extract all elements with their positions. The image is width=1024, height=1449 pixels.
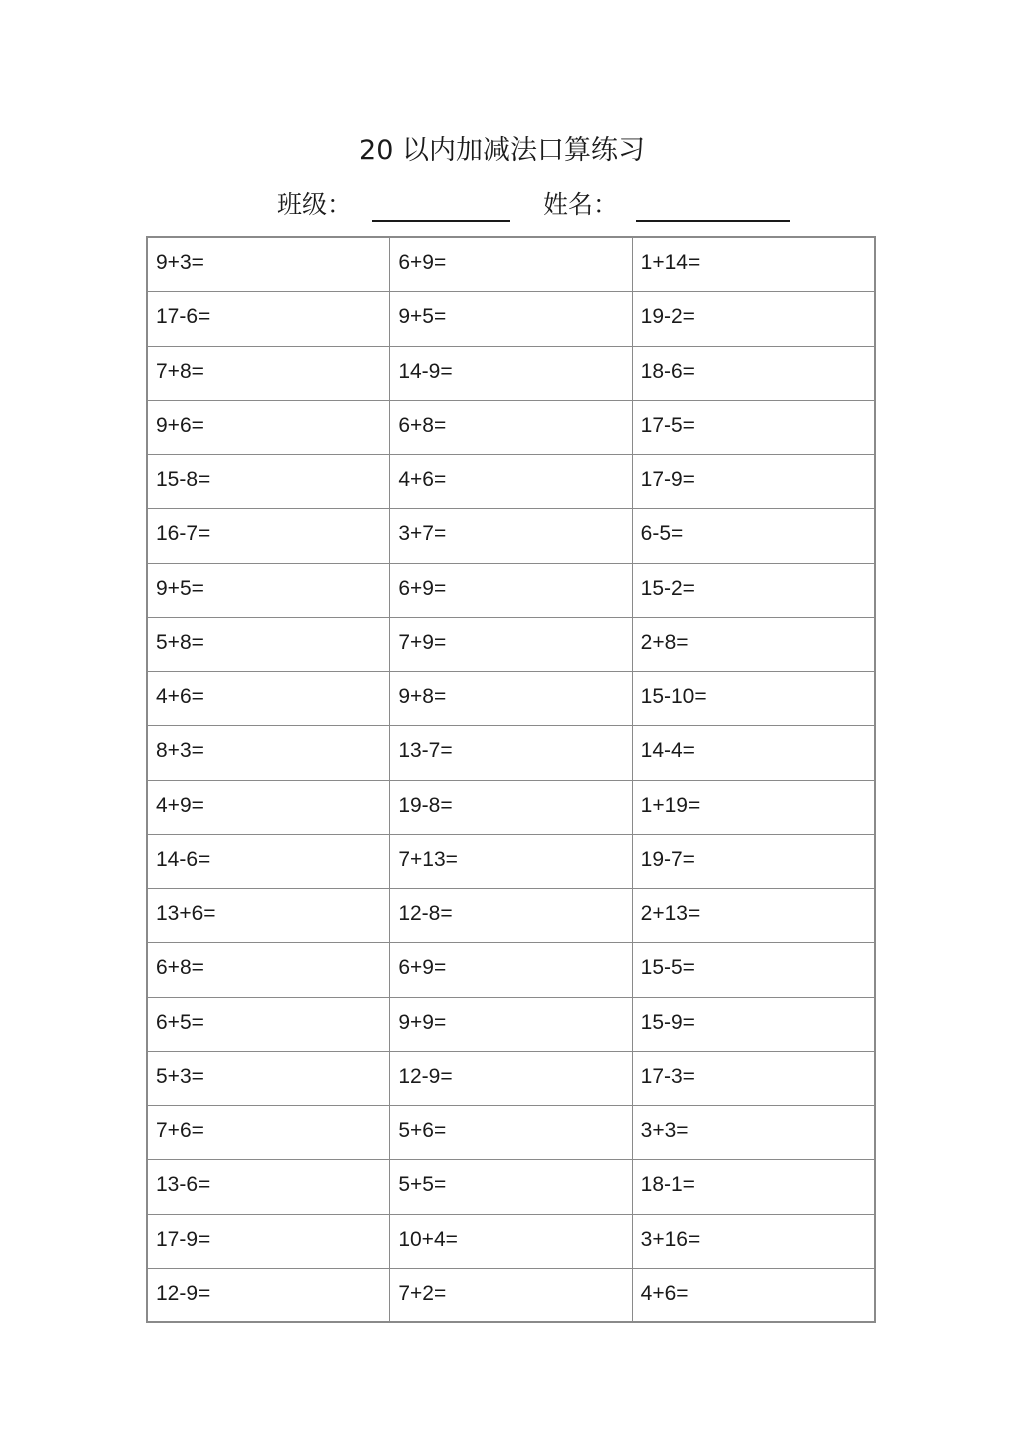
- problem-cell[interactable]: 19-8=: [390, 781, 632, 834]
- name-label: 姓名：: [543, 190, 619, 219]
- problem-cell[interactable]: 4+6=: [640, 1281, 689, 1305]
- problem-row: [148, 1052, 874, 1106]
- problem-row: [148, 835, 874, 889]
- problem-cell[interactable]: 2+8=: [640, 630, 689, 654]
- problem-cell[interactable]: 3+16=: [640, 1227, 701, 1251]
- problem-row: [148, 618, 874, 672]
- problem-cell[interactable]: 2+13=: [640, 902, 701, 925]
- problem-cell[interactable]: 15-9=: [640, 1010, 695, 1034]
- problem-cell[interactable]: 6+5=: [148, 998, 390, 1051]
- problem-cell[interactable]: 1+14=: [640, 251, 701, 274]
- problem-cell[interactable]: 17-3=: [640, 1064, 695, 1088]
- problem-row: [148, 1160, 874, 1214]
- problem-cell[interactable]: 7+13=: [390, 835, 632, 888]
- class-label: 班级：: [277, 190, 353, 219]
- problem-cell[interactable]: 3+7=: [390, 509, 632, 562]
- problem-cell[interactable]: 15-8=: [148, 455, 390, 508]
- problem-row: [148, 1269, 874, 1323]
- problem-cell[interactable]: 19-7=: [640, 847, 695, 871]
- problem-cell[interactable]: 10+4=: [390, 1215, 632, 1268]
- problem-cell[interactable]: 9+8=: [390, 672, 632, 725]
- problem-cell[interactable]: 14-6=: [148, 835, 390, 888]
- problem-row: [148, 509, 874, 563]
- problem-cell[interactable]: 4+6=: [148, 672, 390, 725]
- problem-cell[interactable]: 9+5=: [390, 292, 632, 345]
- class-blank-line[interactable]: [372, 220, 510, 222]
- problem-row: [148, 347, 874, 401]
- problem-cell[interactable]: 6+9=: [390, 564, 632, 617]
- problem-cell[interactable]: 15-5=: [640, 956, 695, 980]
- problem-cell[interactable]: 7+8=: [148, 347, 390, 400]
- problem-cell[interactable]: 16-7=: [148, 509, 390, 562]
- problem-cell[interactable]: 4+6=: [390, 455, 632, 508]
- problem-cell[interactable]: 8+3=: [148, 726, 390, 779]
- problem-cell[interactable]: 6+8=: [390, 401, 632, 454]
- problem-cell[interactable]: 3+3=: [640, 1119, 689, 1142]
- problem-cell[interactable]: 18-1=: [640, 1173, 695, 1197]
- problem-cell[interactable]: 13-6=: [148, 1160, 390, 1213]
- problem-cell[interactable]: 17-5=: [640, 413, 695, 437]
- problem-cell[interactable]: 9+5=: [148, 564, 390, 617]
- name-blank-line[interactable]: [636, 220, 790, 222]
- problem-cell[interactable]: 12-9=: [390, 1052, 632, 1105]
- problem-cell[interactable]: 5+8=: [148, 618, 390, 671]
- problem-row: [148, 889, 874, 943]
- problem-cell[interactable]: 5+3=: [148, 1052, 390, 1105]
- problem-cell[interactable]: 5+6=: [390, 1106, 632, 1159]
- problem-cell[interactable]: 14-9=: [390, 347, 632, 400]
- problem-row: [148, 998, 874, 1052]
- problem-cell[interactable]: 7+9=: [390, 618, 632, 671]
- problem-cell[interactable]: 14-4=: [640, 739, 695, 763]
- problem-cell[interactable]: 4+9=: [148, 781, 390, 834]
- problem-cell[interactable]: 9+9=: [390, 998, 632, 1051]
- problem-row: [148, 292, 874, 346]
- worksheet-title: 20 以内加减法口算练习: [359, 135, 645, 166]
- problem-cell[interactable]: 7+2=: [390, 1269, 632, 1323]
- problem-cell[interactable]: 6+8=: [148, 943, 390, 996]
- problem-row: [148, 726, 874, 780]
- problem-row: [148, 781, 874, 835]
- problem-cell[interactable]: 12-9=: [148, 1269, 390, 1323]
- problem-cell[interactable]: 9+3=: [148, 238, 390, 291]
- problem-row: [148, 672, 874, 726]
- problem-cell[interactable]: 6-5=: [640, 522, 684, 546]
- problem-cell[interactable]: 1+19=: [640, 793, 701, 817]
- problem-row: [148, 238, 874, 292]
- problem-row: [148, 564, 874, 618]
- problem-cell[interactable]: 19-2=: [640, 305, 695, 329]
- problem-cell[interactable]: 6+9=: [390, 943, 632, 996]
- problem-grid: [146, 236, 876, 1323]
- problem-cell[interactable]: 7+6=: [148, 1106, 390, 1159]
- problem-cell[interactable]: 5+5=: [390, 1160, 632, 1213]
- problem-cell[interactable]: 13+6=: [148, 889, 390, 942]
- problem-row: [148, 1215, 874, 1269]
- problem-cell[interactable]: 18-6=: [640, 359, 695, 383]
- problem-row: [148, 455, 874, 509]
- student-info-row: [0, 187, 1024, 227]
- problem-row: [148, 1106, 874, 1160]
- problem-cell[interactable]: 17-9=: [640, 468, 695, 491]
- problem-row: [148, 943, 874, 997]
- problem-cell[interactable]: 17-9=: [148, 1215, 390, 1268]
- problem-cell[interactable]: 17-6=: [148, 292, 390, 345]
- problem-row: [148, 401, 874, 455]
- problem-cell[interactable]: 6+9=: [390, 238, 632, 291]
- problem-cell[interactable]: 13-7=: [390, 726, 632, 779]
- problem-cell[interactable]: 9+6=: [148, 401, 390, 454]
- problem-cell[interactable]: 15-10=: [640, 685, 707, 708]
- problem-cell[interactable]: 15-2=: [640, 576, 695, 600]
- problem-cell[interactable]: 12-8=: [390, 889, 632, 942]
